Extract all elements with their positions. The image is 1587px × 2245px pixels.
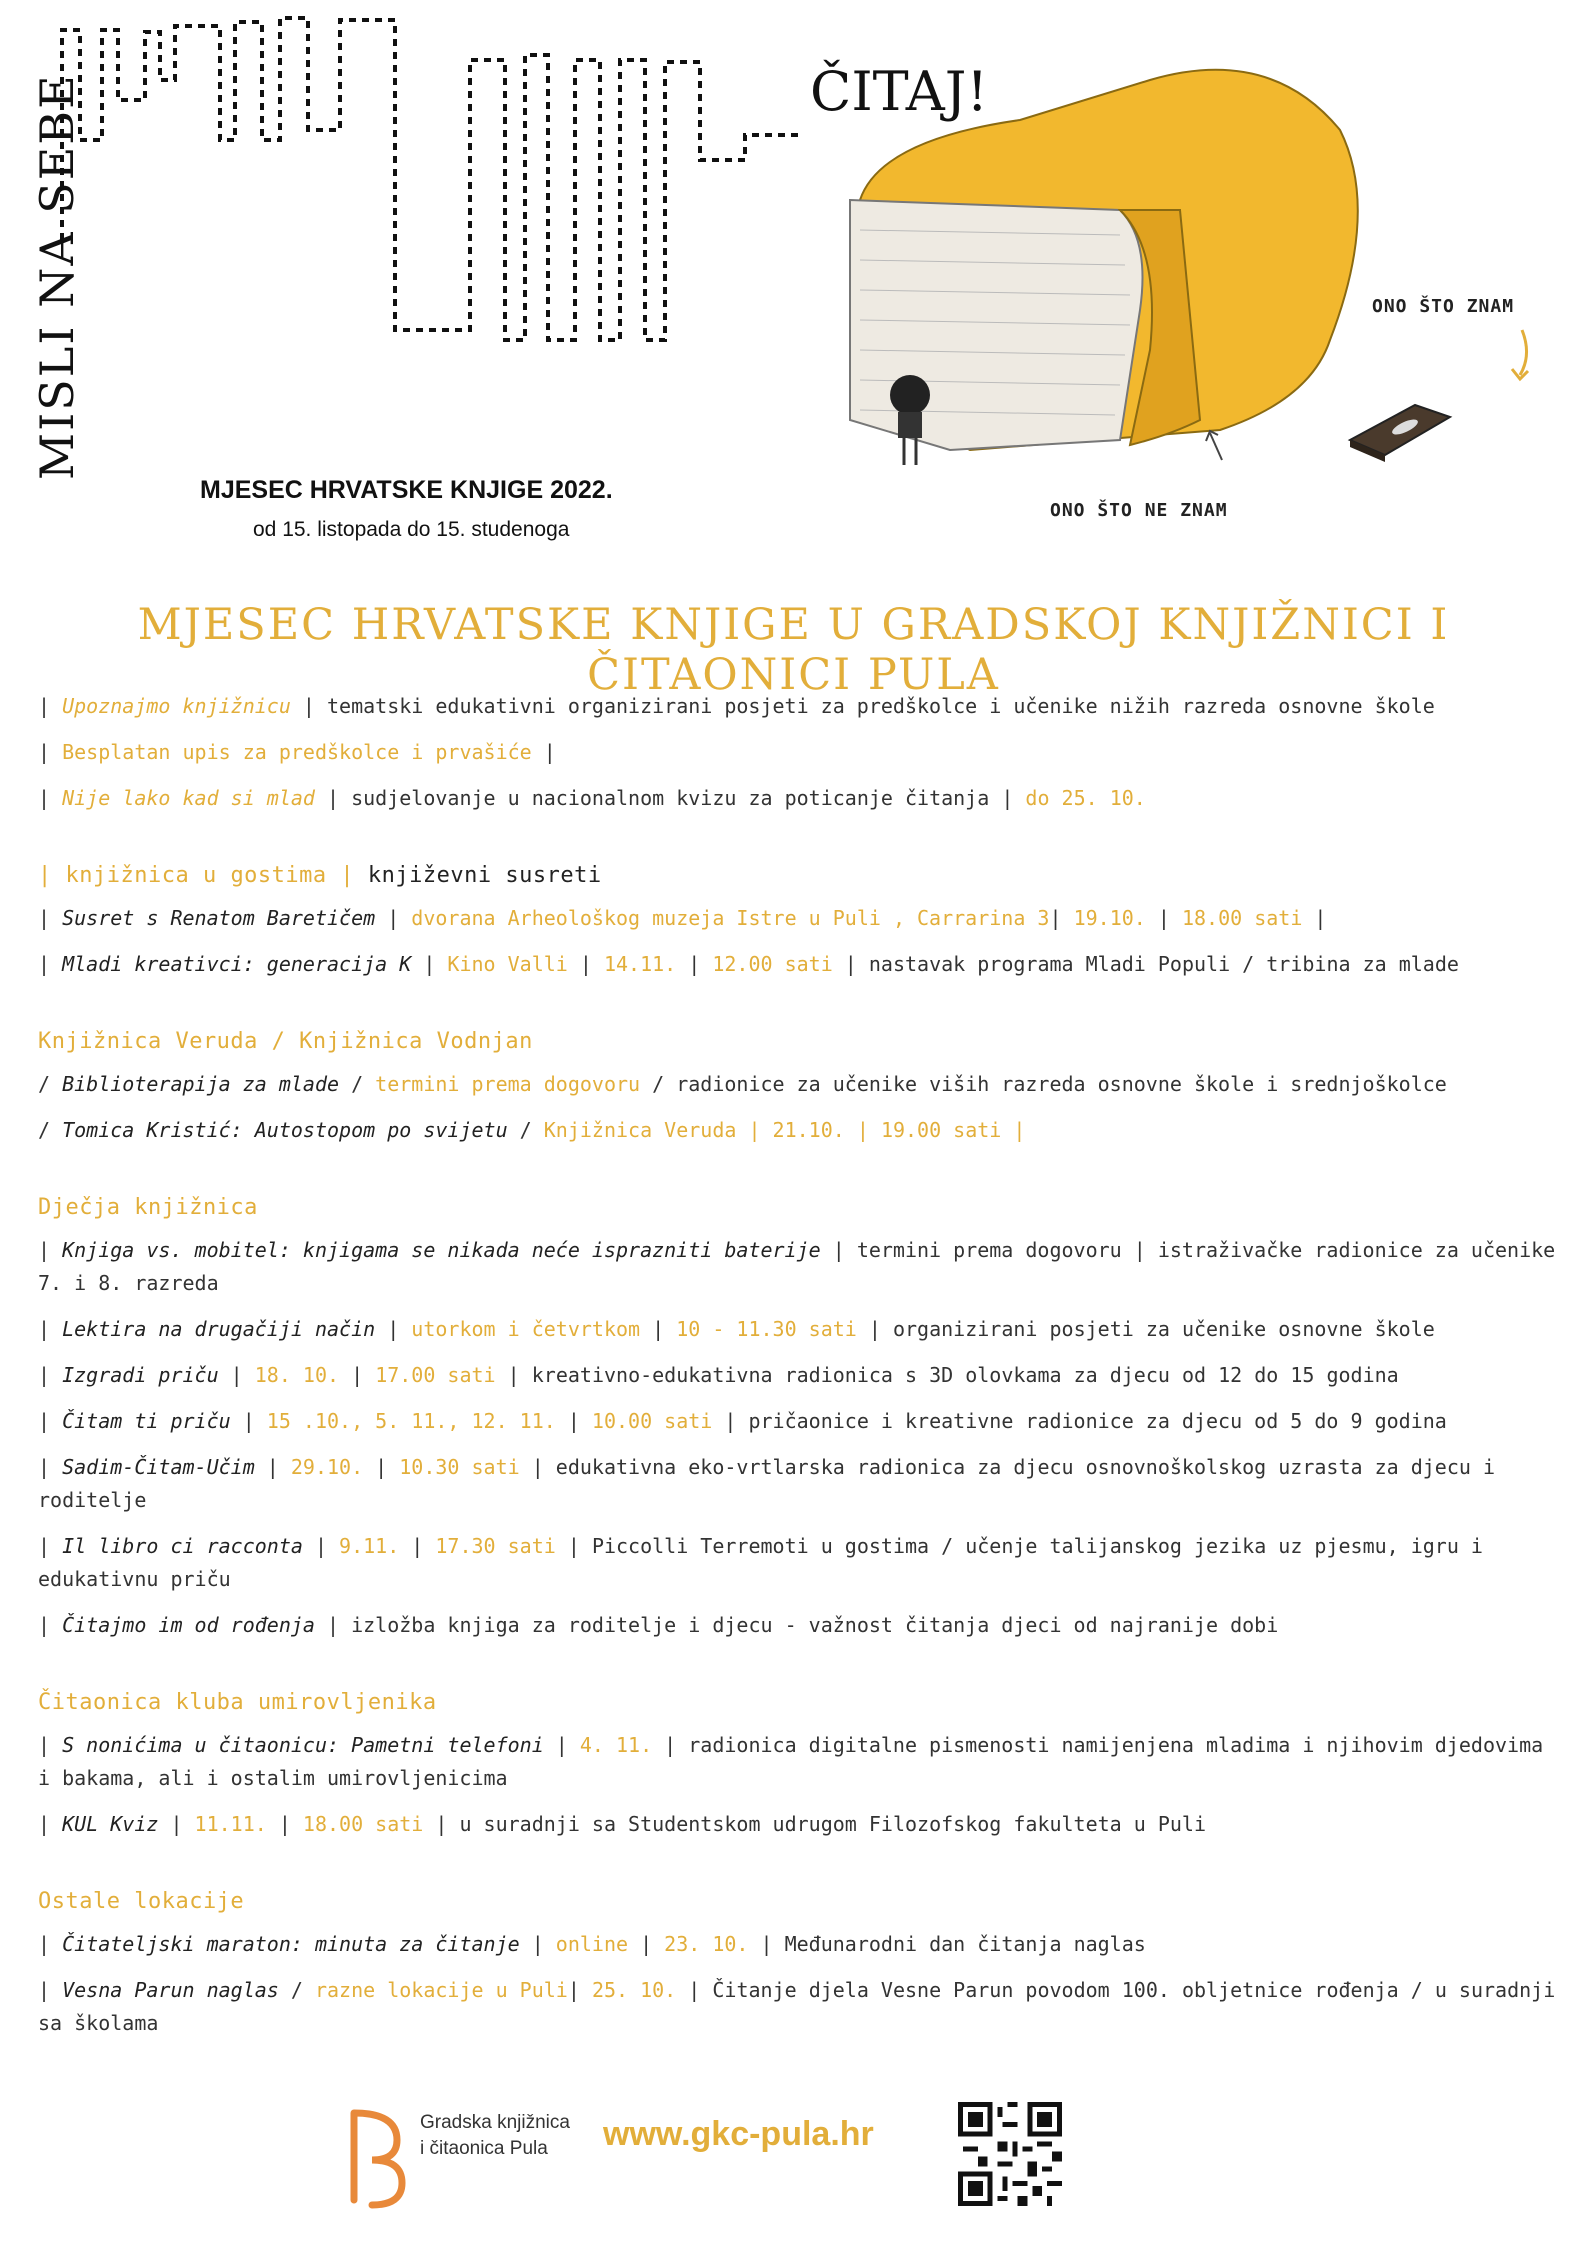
section-title: Dječja knjižnica (38, 1195, 258, 1220)
qr-code-icon[interactable] (958, 2102, 1062, 2206)
list-item: | KUL Kviz | 11.11. | 18.00 sati | u suradnji sa Studentskom udrugom Filozofskog fakulteta u Puli (38, 1812, 1207, 1836)
section-citaonica-umirovljenika (38, 1690, 1558, 1841)
label-known: ONO ŠTO ZNAM (1372, 296, 1515, 317)
section-veruda-vodnjan (38, 1029, 1558, 1147)
list-item: | Sadim-Čitam-Učim | 29.10. | 10.30 sati | edukativna eko-vrtlarska radionica za djecu osnovnoškolskog uzrasta za djecu i roditelje (38, 1455, 1495, 1512)
hero-illustration (0, 0, 1587, 560)
page-title: MJESEC HRVATSKE KNJIGE U GRADSKOJ KNJIŽNICI I ČITAONICI PULA (137, 600, 1450, 700)
section-intro (38, 690, 1558, 815)
arrow-up-icon (1202, 425, 1232, 465)
list-item: | Čitam ti priču | 15 .10., 5. 11., 12. 11. | 10.00 sati | pričaonice i kreativne radionice za djecu od 5 do 9 godina (38, 1409, 1447, 1433)
section-ostale-lokacije (38, 1889, 1558, 2040)
section-title: Čitaonica kluba umirovljenika (38, 1690, 437, 1715)
list-item: | Vesna Parun naglas / razne lokacije u Puli| 25. 10. | Čitanje djela Vesne Parun povodom 100. obljetnice rođenja / u suradnji sa školama (38, 1978, 1556, 2035)
list-item: | Nije lako kad si mlad | sudjelovanje u nacionalnom kvizu za poticanje čitanja | do 25. 10. (38, 786, 1146, 810)
section-knjiznica-u-gostima (38, 863, 1558, 981)
list-item: | Besplatan upis za predškolce i prvašiće | (38, 740, 556, 764)
event-subtitle: MJESEC HRVATSKE KNJIGE 2022. (200, 476, 613, 504)
list-item: | Lektira na drugačiji način | utorkom i četvrtkom | 10 - 11.30 sati | organizirani posjeti za učenike osnovne škole (38, 1317, 1435, 1341)
list-item: | Čitateljski maraton: minuta za čitanje | online | 23. 10. | Međunarodni dan čitanja naglas (38, 1932, 1146, 1956)
section-djecja-knjiznica (38, 1195, 1558, 1642)
website-link[interactable]: www.gkc-pula.hr (603, 2115, 874, 2153)
library-logo-icon (342, 2105, 412, 2215)
list-item: | Čitajmo im od rođenja | izložba knjiga za roditelje i djecu - važnost čitanja djeci od najranije dobi (38, 1613, 1279, 1637)
list-item: | Upoznajmo knjižnicu | tematski edukativni organizirani posjeti za predškolce i učenike nižih razreda osnovne škole (38, 694, 1435, 718)
list-item: | S nonićima u čitaonicu: Pametni telefoni | 4. 11. | radionica digitalne pismenosti namijenjena mladima i njihovim djedovima i bakama, ali i ostalim umirovljenicima (38, 1733, 1544, 1790)
label-unknown: ONO ŠTO NE ZNAM (1050, 500, 1228, 521)
list-item: | Il libro ci racconta | 9.11. | 17.30 sati | Piccolli Terremoti u gostima / učenje talijanskog jezika uz pjesmu, igru i edukativnu priču (38, 1534, 1483, 1591)
list-item: | Mladi kreativci: generacija K | Kino Valli | 14.11. | 12.00 sati | nastavak programa Mladi Populi / tribina za mlade (38, 952, 1459, 976)
small-book-icon (1345, 395, 1455, 465)
citaj-exclaim: ČITAJ! (810, 60, 989, 123)
list-item: | Knjiga vs. mobitel: knjigama se nikada neće isprazniti baterije | termini prema dogovoru | istraživačke radionice za učenike 7. i 8. razreda (38, 1238, 1556, 1295)
list-item: | Susret s Renatom Baretičem | dvorana Arheološkog muzeja Istre u Puli , Carrarina 3| 19.10. | 18.00 sati | (38, 906, 1327, 930)
section-title: Ostale lokacije (38, 1889, 245, 1914)
library-name: Gradska knjižnica i čitaonica Pula (420, 2112, 570, 2159)
event-dates: od 15. listopada do 15. studenoga (253, 518, 570, 541)
list-item: / Biblioterapija za mlade / termini prema dogovoru / radionice za učenike viših razreda osnovne škole i srednjoškolce (38, 1072, 1447, 1096)
arrow-down-icon (1502, 325, 1542, 385)
list-item: / Tomica Kristić: Autostopom po svijetu / Knjižnica Veruda | 21.10. | 19.00 sati | (38, 1118, 1026, 1142)
section-title: Knjižnica Veruda / Knjižnica Vodnjan (38, 1029, 533, 1054)
list-item: | Izgradi priču | 18. 10. | 17.00 sati | kreativno-edukativna radionica s 3D olovkama za djecu od 12 do 15 godina (38, 1363, 1399, 1387)
vertical-title: MISLI NA SEBE (30, 73, 84, 480)
program-list (38, 690, 1558, 2088)
section-title: | knjižnica u gostima | književni susreti (38, 863, 602, 888)
